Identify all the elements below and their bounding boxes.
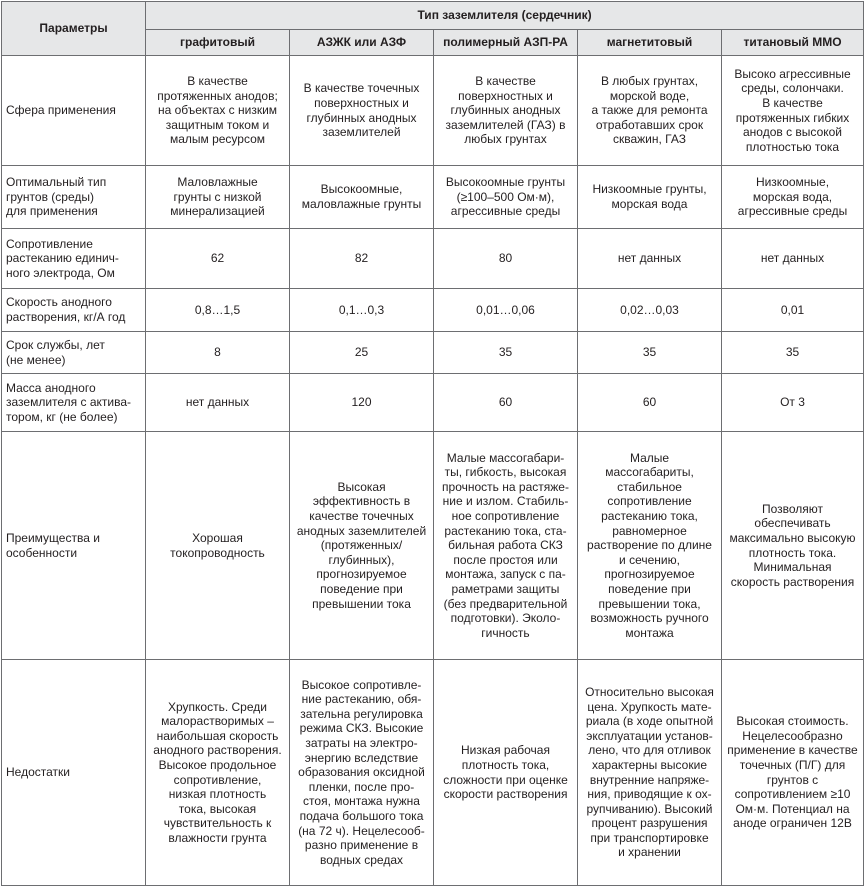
param-label: Скорость анодного растворения, кг/А год (2, 289, 146, 332)
table-cell: От 3 (722, 374, 864, 432)
table-cell: 120 (290, 374, 434, 432)
table-row (2, 660, 864, 886)
table-cell: Позволяют обеспечивать максимально высокую плотность тока. Минимальная скорость растворения (722, 432, 864, 660)
header-type-polymer: полимерный АЗП-РА (434, 30, 578, 56)
table-cell: В качестве поверхностных и глубинных анодных заземлителей (ГАЗ) в любых грунтах (434, 56, 578, 166)
table-cell: 62 (146, 229, 290, 289)
table-cell: Малые массогабариты, стабильное сопротивление растеканию тока, равномерное растворение по длине и сечению, прогнозируемое поведение при превышении тока, возможность ручного монтажа (578, 432, 722, 660)
table-cell: нет данных (578, 229, 722, 289)
header-type-titanium: титановый ММО (722, 30, 864, 56)
table-cell: Высокое сопротивле- ние растеканию, обя- зательна регулировка режима СКЗ. Высокие затраты на электро- энергию вследствие образования оксидной пленки, после про- стоя, монтажа нужна подача большого тока (на 72 ч). Нецелесооб- разно применение в водных средах (290, 660, 434, 886)
table-cell: Относительно высокая цена. Хрупкость мате- риала (в ходе опытной эксплуатации установ- лено, что для отливок характерны высокие внутренние напряже- ния, приводящие к ох- рупчиванию). Высокий процент разрушения при транспортировке и хранении (578, 660, 722, 886)
table-cell: 0,01…0,06 (434, 289, 578, 332)
table-cell: 35 (434, 332, 578, 374)
table-cell: Низкоомные грунты, морская вода (578, 166, 722, 229)
table-cell: 80 (434, 229, 578, 289)
table-cell: 82 (290, 229, 434, 289)
table-cell: Хрупкость. Среди малорастворимых – наибольшая скорость анодного растворения. Высокое продольное сопротивление, низкая плотность тока, высокая чувствительность к влажности грунта (146, 660, 290, 886)
table-cell: В любых грунтах, морской воде, а также для ремонта отработавших срок скважин, ГАЗ (578, 56, 722, 166)
table-cell: 0,8…1,5 (146, 289, 290, 332)
table-cell: Малые массогабари- ты, гибкость, высокая прочность на растяже- ние и излом. Стабиль- ное сопротивление растеканию тока, ста- бильная работа СКЗ после простоя или монтажа, запуск с па- раметрами защиты (без предварительной подготовки). Эколо- гичность (434, 432, 578, 660)
param-label: Срок службы, лет (не менее) (2, 332, 146, 374)
header-group: Тип заземлителя (сердечник) (146, 2, 864, 30)
header-params: Параметры (2, 2, 146, 56)
table-cell: нет данных (146, 374, 290, 432)
table-cell: Маловлажные грунты с низкой минерализацией (146, 166, 290, 229)
table-cell: 60 (578, 374, 722, 432)
header-type-graphite: графитовый (146, 30, 290, 56)
table-row (2, 432, 864, 660)
param-label: Недостатки (2, 660, 146, 886)
table-cell: 35 (578, 332, 722, 374)
table-cell: 8 (146, 332, 290, 374)
param-label: Сфера применения (2, 56, 146, 166)
header-type-magnetite: магнетитовый (578, 30, 722, 56)
table-cell: В качестве протяженных анодов; на объектах с низким защитным током и малым ресурсом (146, 56, 290, 166)
table-row (2, 166, 864, 229)
param-label: Оптимальный тип грунтов (среды) для применения (2, 166, 146, 229)
table-cell: 35 (722, 332, 864, 374)
header-type-azhk: АЗЖК или АЗФ (290, 30, 434, 56)
param-label: Сопротивление растеканию единич- ного электрода, Ом (2, 229, 146, 289)
table-cell: Высокоомные, маловлажные грунты (290, 166, 434, 229)
param-label: Масса анодного заземлителя с актива- тором, кг (не более) (2, 374, 146, 432)
comparison-table (1, 1, 864, 886)
table-cell: 0,01 (722, 289, 864, 332)
table-cell: Низкоомные, морская вода, агрессивные среды (722, 166, 864, 229)
table-cell: Высокоомные грунты (≥100–500 Ом·м), агрессивные среды (434, 166, 578, 229)
table-row (2, 289, 864, 332)
table-cell: Хорошая токопроводность (146, 432, 290, 660)
table-cell: 0,02…0,03 (578, 289, 722, 332)
table-cell: 60 (434, 374, 578, 432)
table-cell: Низкая рабочая плотность тока, сложности при оценке скорости растворения (434, 660, 578, 886)
table-row (2, 332, 864, 374)
table-cell: Высокая стоимость. Нецелесообразно применение в качестве точечных (П/Г) для грунтов с сопротивлением ≥10 Ом·м. Потенциал на аноде ограничен 12В (722, 660, 864, 886)
table-cell: Высокая эффективность в качестве точечных анодных заземлителей (протяженных/ глубинных), прогнозируемое поведение при превышении тока (290, 432, 434, 660)
table-cell: Высоко агрессивные среды, солончаки. В качестве протяженных гибких анодов с высокой плотностью тока (722, 56, 864, 166)
table-cell: 0,1…0,3 (290, 289, 434, 332)
table-cell: нет данных (722, 229, 864, 289)
table-row (2, 374, 864, 432)
param-label: Преимущества и особенности (2, 432, 146, 660)
table-cell: 25 (290, 332, 434, 374)
table-row (2, 229, 864, 289)
table-cell: В качестве точечных поверхностных и глубинных анодных заземлителей (290, 56, 434, 166)
table-row (2, 56, 864, 166)
